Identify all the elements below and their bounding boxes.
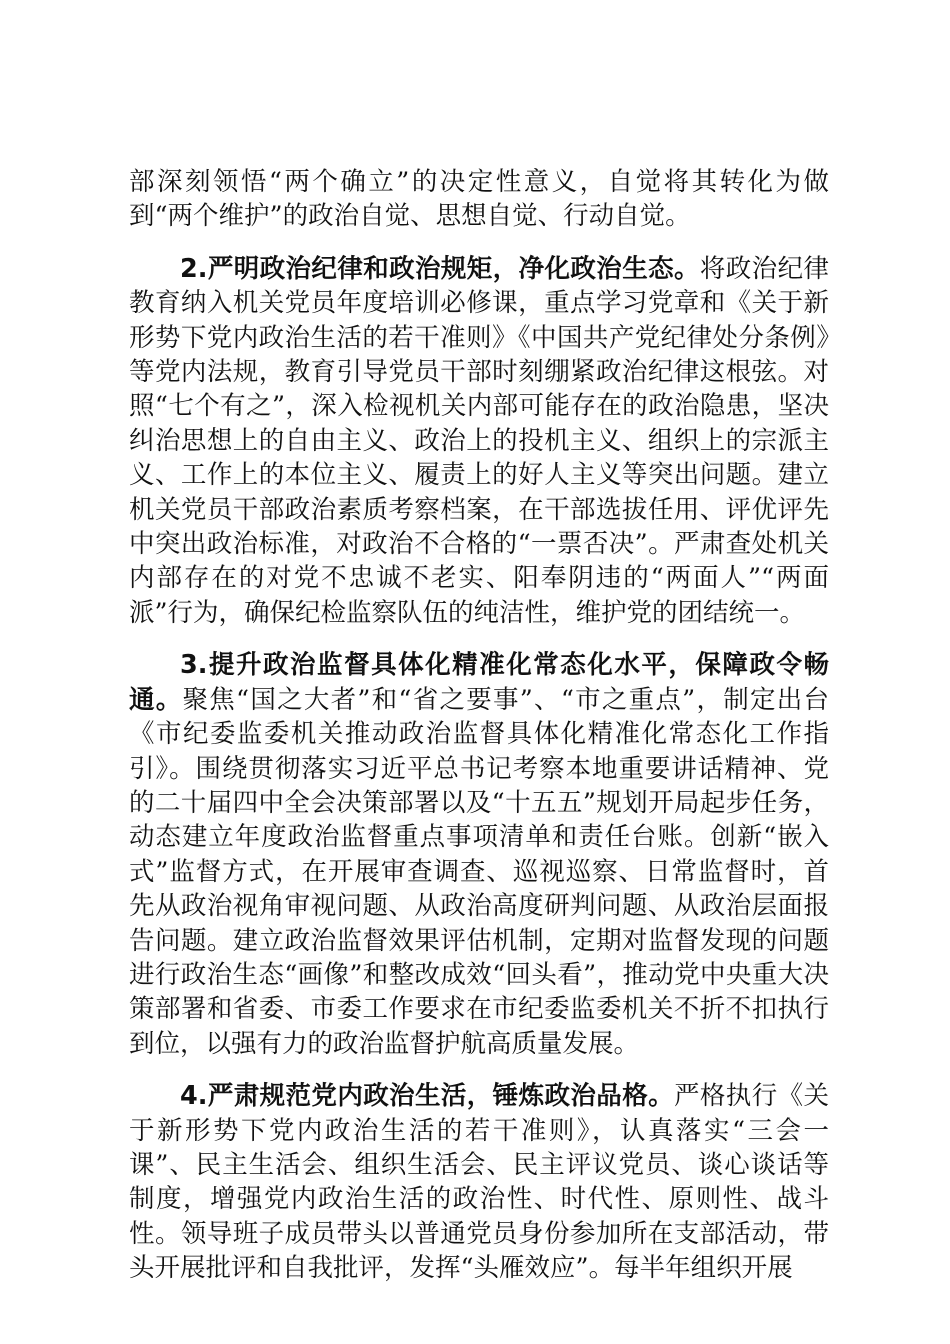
paragraph-heading: 2.严明政治纪律和政治规矩，净化政治生态。	[180, 253, 700, 284]
paragraph-body: 严格执行《关于新形势下党内政治生活的若干准则》，认真落实“三会一课”、民主生活会、组织生活会、民主评议党员、谈心谈话等制度，增强党内政治生活的政治性、时代性、原则性、战斗性。领导班子成员带头以普通党员身份参加所在支部活动，带头开展批评和自我批评，发挥“头雁效应”。每半年组织开展	[129, 1081, 829, 1284]
paragraph-body: 将政治纪律教育纳入机关党员年度培训必修课，重点学习党章和《关于新形势下党内政治生活的若干准则》《中国共产党纪律处分条例》等党内法规，教育引导党员干部时刻绷紧政治纪律这根弦。对照“七个有之”，深入检视机关内部可能存在的政治隐患，坚决纠治思想上的自由主义、政治上的投机主义、组织上的宗派主义、工作上的本位主义、履责上的好人主义等突出问题。建立机关党员干部政治素质考察档案，在干部选拔任用、评优评先中突出政治标准，对政治不合格的“一票否决”。严肃查处机关内部存在的对党不忠诚不老实、阳奉阴违的“两面人”“两面派”行为，确保纪检监察队伍的纯洁性，维护党的团结统一。	[129, 253, 829, 628]
paragraph-political-discipline	[129, 252, 829, 630]
document-page	[129, 165, 829, 1286]
paragraph-party-political-life	[129, 1079, 829, 1285]
paragraph-heading: 4.严肃规范党内政治生活，锤炼政治品格。	[180, 1081, 674, 1112]
paragraph-continuation	[129, 165, 829, 234]
paragraph-political-supervision	[129, 648, 829, 1061]
paragraph-heading: 3.提升政治监督具体化精准化常态化水平，保障政令畅通。	[129, 650, 829, 715]
paragraph-body: 聚焦“国之大者”和“省之要事”、“市之重点”，制定出台《市纪委监委机关推动政治监督具体化精准化常态化工作指引》。围绕贯彻落实习近平总书记考察本地重要讲话精神、党的二十届四中全会决策部署以及“十五五”规划开局起步任务，动态建立年度政治监督重点事项清单和责任台账。创新“嵌入式”监督方式，在开展审查调查、巡视巡察、日常监督时，首先从政治视角审视问题、从政治高度研判问题、从政治层面报告问题。建立政治监督效果评估机制，定期对监督发现的问题进行政治生态“画像”和整改成效“回头看”，推动党中央重大决策部署和省委、市委工作要求在市纪委监委机关不折不扣执行到位，以强有力的政治监督护航高质量发展。	[129, 684, 829, 1059]
paragraph-body: 部深刻领悟“两个确立”的决定性意义，自觉将其转化为做到“两个维护”的政治自觉、思想自觉、行动自觉。	[129, 167, 829, 232]
